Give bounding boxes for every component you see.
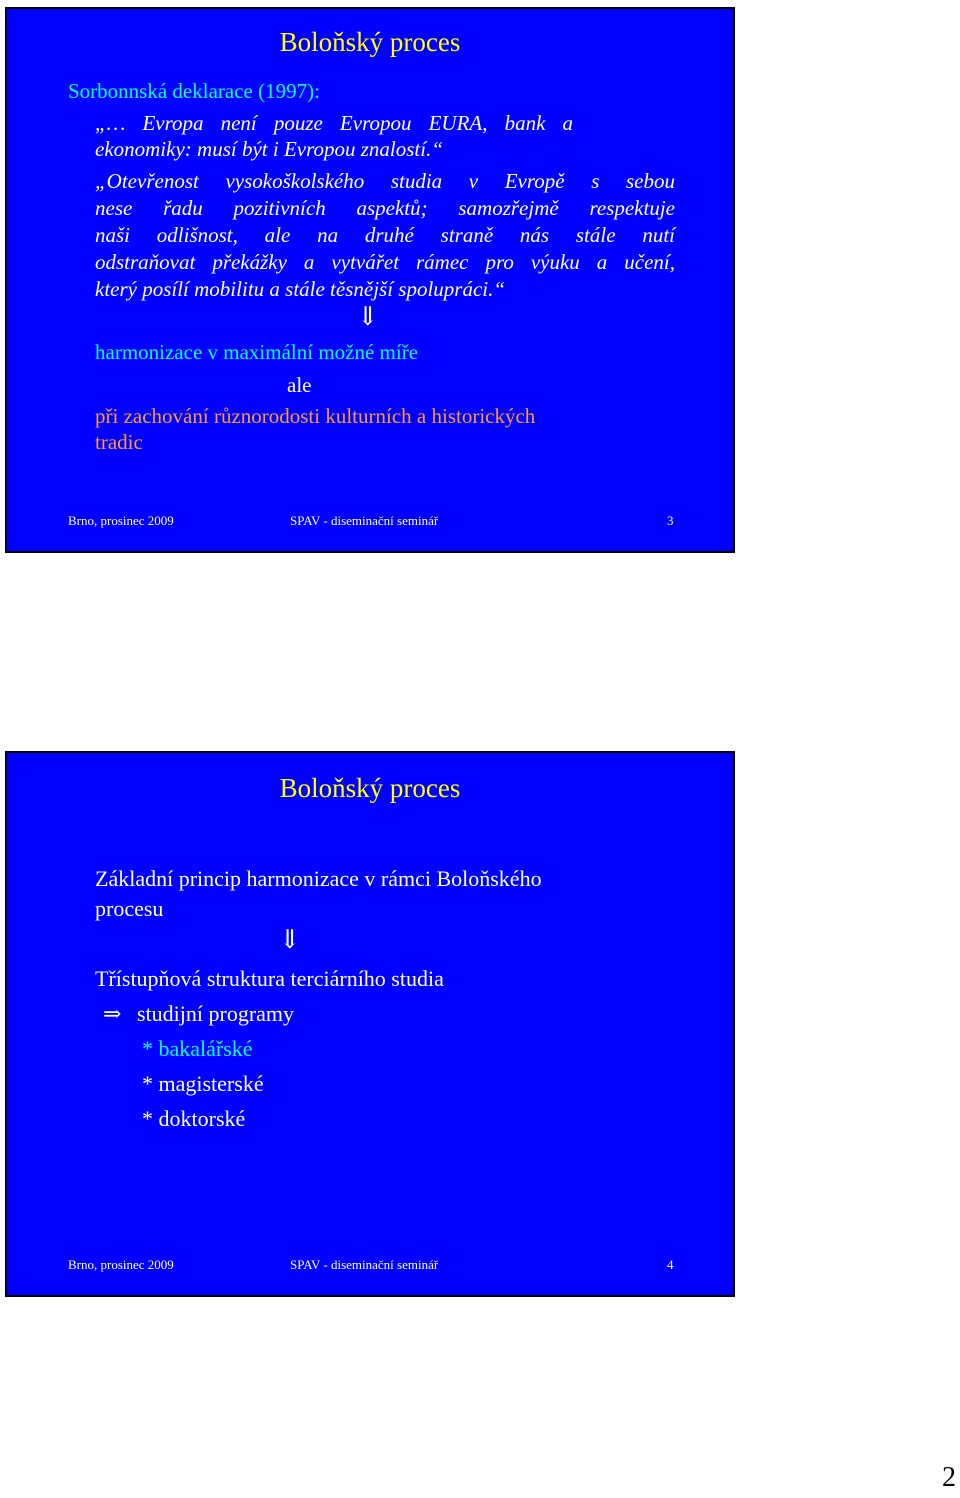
quote-line: naši odlišnost, ale na druhé straně nás stále nutí [95,223,675,247]
footer-left: Brno, prosinec 2009 [68,1257,174,1272]
doctoral-item: * doktorské [142,1106,246,1131]
slide-3 [5,7,735,553]
diversity-line: při zachování různorodosti kulturních a historických [95,404,536,428]
slide-number: 3 [667,513,674,528]
slide-title: Boloňský proces [279,773,461,803]
page-number: 2 [942,1462,956,1493]
master-item: * magisterské [142,1071,264,1096]
footer-center: SPAV - diseminační seminář [290,513,439,528]
programs-line: studijní programy [137,1001,295,1026]
principle-line: procesu [95,896,164,921]
arrow-right-icon: ⇒ [103,1001,122,1026]
slide-4 [5,751,735,1297]
slide-number: 4 [667,1257,674,1272]
ale-line: ale [287,373,312,397]
arrow-down-icon: ⇓ [357,302,379,331]
footer-center: SPAV - diseminační seminář [290,1257,439,1272]
harmonization-line: harmonizace v maximální možné míře [95,340,419,364]
quote-line: který posílí mobilitu a stále těsnější spolupráci.“ [95,277,506,301]
slide-title: Boloňský proces [279,27,461,57]
structure-line: Třístupňová struktura terciárního studia [95,966,444,991]
quote-line: ekonomiky: musí být i Evropou znalostí.“ [95,137,444,161]
quote-line: „… Evropa není pouze Evropou EURA, bank a [95,111,573,135]
bachelor-item: * bakalářské [142,1036,253,1061]
quote-line: odstraňovat překážky a vytvářet rámec pro výuku a učení, [95,250,675,274]
principle-line: Základní princip harmonizace v rámci Boloňského [95,866,542,891]
declaration-heading: Sorbonnská deklarace (1997): [68,79,320,103]
arrow-down-icon: ⇓ [279,925,301,954]
diversity-line: tradic [95,430,143,454]
quote-line: „Otevřenost vysokoškolského studia v Evropě s sebou [95,169,675,193]
footer-left: Brno, prosinec 2009 [68,513,174,528]
quote-line: nese řadu pozitivních aspektů; samozřejmě respektuje [95,196,675,220]
